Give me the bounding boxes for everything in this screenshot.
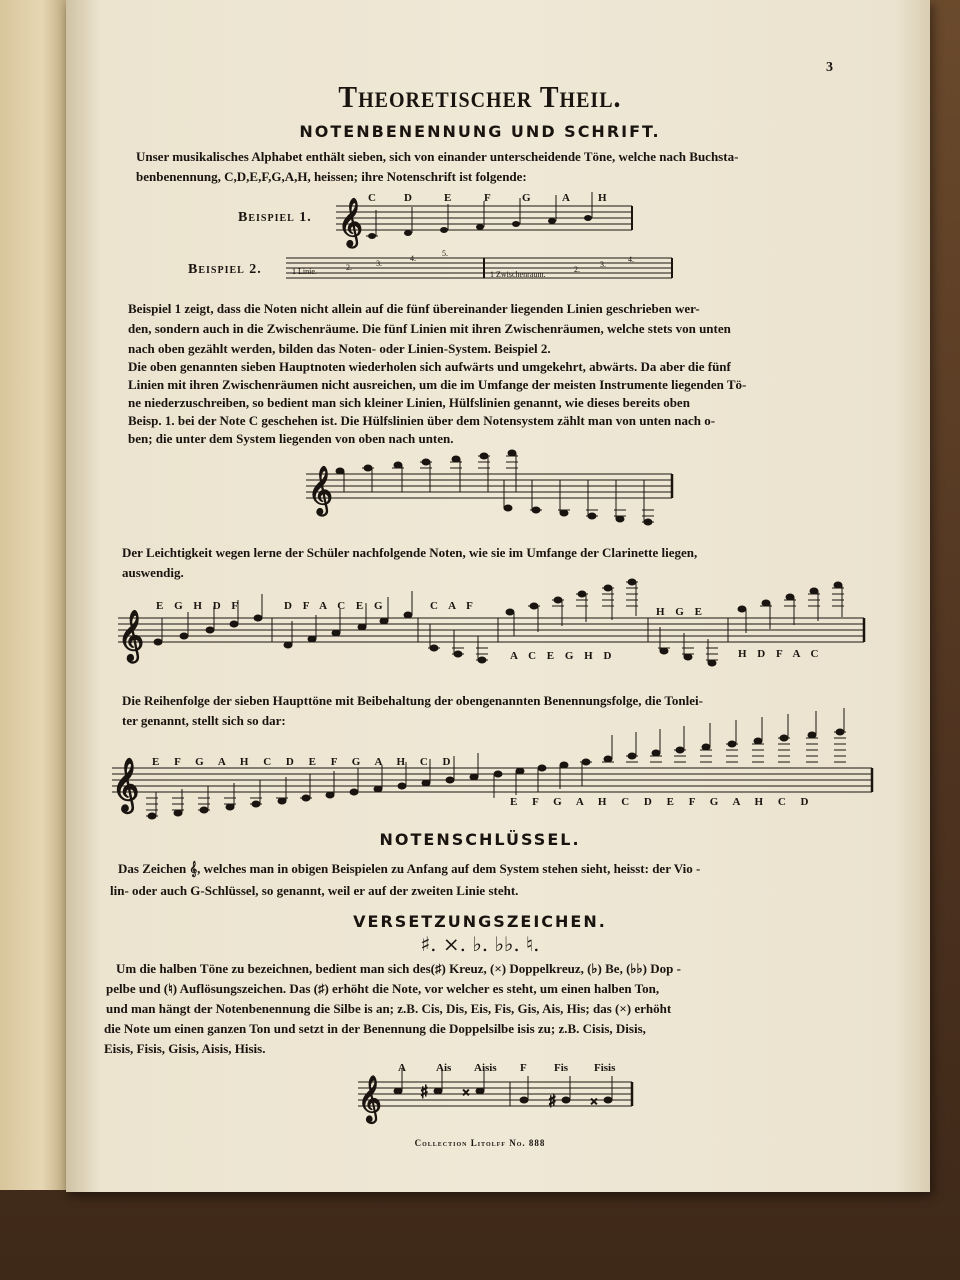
staff-line-label: 5. — [442, 249, 448, 258]
paragraph-line: Eisis, Fisis, Gisis, Aisis, Hisis. — [104, 1041, 266, 1056]
beispiel1-label: Beispiel 1. — [238, 210, 312, 225]
note-label: D — [404, 192, 412, 204]
section-heading-versetzungszeichen: VERSETZUNGSZEICHEN. — [353, 912, 607, 931]
accidental-example-label: Ais — [436, 1062, 452, 1074]
page-number: 3 — [826, 60, 833, 75]
accidental-example-label: Fisis — [594, 1062, 616, 1074]
accidental-example-label: A — [398, 1062, 406, 1074]
svg-text:♯: ♯ — [548, 1091, 557, 1112]
paragraph-line: Um die halben Töne zu bezeichnen, bedient man sich des(♯) Kreuz, (×) Doppelkreuz, (♭) Be, (♭♭) Dop - — [116, 961, 681, 976]
paragraph-line: Die Reihenfolge der sieben Haupttöne mit Beibehaltung der obengenannten Benennungsfolge, die Tonlei- — [122, 693, 703, 708]
scale-names-below: E F G A H C D E F G A H C D — [510, 796, 809, 808]
clarinet-names-below: H D F A C — [738, 648, 819, 660]
staff-space-label: 1 Zwischenraum. — [490, 270, 546, 279]
paragraph-line: Das Zeichen 𝄞, welches man in obigen Beispielen zu Anfang auf dem System stehen sieht, heisst: der Vio - — [118, 861, 701, 876]
beispiel2-label: Beispiel 2. — [188, 262, 262, 277]
accidental-symbols: ♯. ×. ♭. ♭♭. ♮. — [420, 932, 540, 956]
paragraph-line: Linien mit ihren Zwischenräumen nicht ausreichen, um die im Umfange der meisten Instrumente liegenden Tö- — [128, 377, 747, 392]
note-label: C — [368, 192, 376, 204]
note-label: A — [562, 192, 570, 204]
note-label: F — [484, 192, 491, 204]
note-label: E — [444, 192, 452, 204]
svg-text:𝄞: 𝄞 — [118, 611, 145, 660]
paragraph-line: lin- oder auch G-Schlüssel, so genannt, weil er auf der zweiten Linie steht. — [110, 883, 519, 898]
paragraph-line: ne niederzuschreiben, so bedient man sich kleiner Linien, Hülfslinien genannt, wie dieses bereits oben — [128, 395, 690, 410]
paragraph-line: auswendig. — [122, 565, 184, 580]
note-label: H — [598, 192, 607, 204]
svg-text:×: × — [462, 1086, 470, 1101]
clarinet-names-above: E G H D F — [156, 600, 239, 612]
scale-names-above: E F G A H C D E F G A H C D — [152, 756, 451, 768]
paragraph-line: Die oben genannten sieben Hauptnoten wiederholen sich aufwärts und umgekehrt, abwärts. Da aber die fünf — [128, 359, 731, 374]
intro-line: Unser musikalisches Alphabet enthält sieben, sich von einander unterscheidende Töne, welche nach Buchsta- — [136, 149, 739, 164]
staff-line-label: 2. — [346, 263, 352, 272]
paragraph-line: ben; die unter dem System liegenden von oben nach unten. — [128, 431, 454, 446]
paragraph-line: pelbe und (♮) Auflösungszeichen. Das (♯) erhöht die Note, vor welcher es steht, um einen halben Ton, — [106, 981, 660, 996]
paragraph-line: Der Leichtigkeit wegen lerne der Schüler nachfolgende Noten, wie sie im Umfange der Clarinette liegen, — [122, 545, 698, 560]
section-heading-notenschluessel: NOTENSCHLÜSSEL. — [379, 830, 581, 849]
beispiel1-notes — [366, 215, 592, 239]
accidental-example-label: F — [520, 1062, 527, 1074]
paragraph-line: den, sondern auch in die Zwischenräume. Die fünf Linien mit ihren Zwischenräumen, welche stets von unten — [128, 321, 731, 336]
staff-space-label: 3. — [600, 260, 606, 269]
clarinet-names-above: D F A C E G — [284, 600, 383, 612]
svg-text:𝄞: 𝄞 — [338, 200, 363, 246]
footer-collection: Collection Litolff No. 888 — [414, 1138, 546, 1148]
svg-text:𝄞: 𝄞 — [112, 759, 140, 810]
paragraph-line: nach oben gezählt werden, bilden das Noten- oder Linien-System. Beispiel 2. — [128, 341, 551, 356]
paragraph-line: ter genannt, stellt sich so dar: — [122, 713, 286, 728]
accidental-example-label: Fis — [554, 1062, 569, 1074]
clarinet-names-above: C A F — [430, 600, 473, 612]
facing-page — [0, 0, 70, 1190]
paragraph-line: die Note um einen ganzen Ton und setzt in der Benennung die Doppelsilbe isis zu; z.B. Cisis, Disis, — [104, 1021, 646, 1036]
svg-text:♯: ♯ — [420, 1082, 429, 1103]
paragraph-line: Beisp. 1. bei der Note C geschehen ist. Die Hülfslinien über dem Notensystem zählt man von unten nach o- — [128, 413, 716, 428]
staff-space-label: 2. — [574, 265, 580, 274]
svg-text:𝄞: 𝄞 — [308, 468, 333, 514]
paragraph-line: und man hängt der Notenbenennung die Silbe is an; z.B. Cis, Dis, Eis, Fis, Gis, Ais, His; das (×) erhöht — [106, 1001, 672, 1016]
page-title: Theoretischer Theil. — [338, 80, 622, 115]
paragraph-line: Beispiel 1 zeigt, dass die Noten nicht allein auf die fünf übereinander liegenden Linien geschrieben wer- — [128, 301, 700, 316]
svg-text:×: × — [590, 1095, 598, 1110]
section-heading-notenbenennung: NOTENBENENNUNG UND SCHRIFT. — [299, 122, 661, 141]
svg-text:𝄞: 𝄞 — [358, 1076, 382, 1121]
staff-line-label: 1 Linie. — [292, 267, 317, 276]
staff-line-label: 3. — [376, 259, 382, 268]
staff-line-label: 4. — [410, 254, 416, 263]
ledger-lines-staff — [306, 448, 678, 532]
note-label: G — [522, 192, 531, 204]
clarinet-names-above: H G E — [656, 606, 702, 618]
accidental-example-label: Aisis — [474, 1062, 497, 1074]
beispiel2-staff — [286, 256, 676, 284]
clarinet-names-below: A C E G H D — [510, 650, 612, 662]
staff-space-label: 4. — [628, 255, 634, 264]
intro-line: benbenennung, C,D,E,F,G,A,H, heissen; ihre Notenschrift ist folgende: — [136, 169, 527, 184]
